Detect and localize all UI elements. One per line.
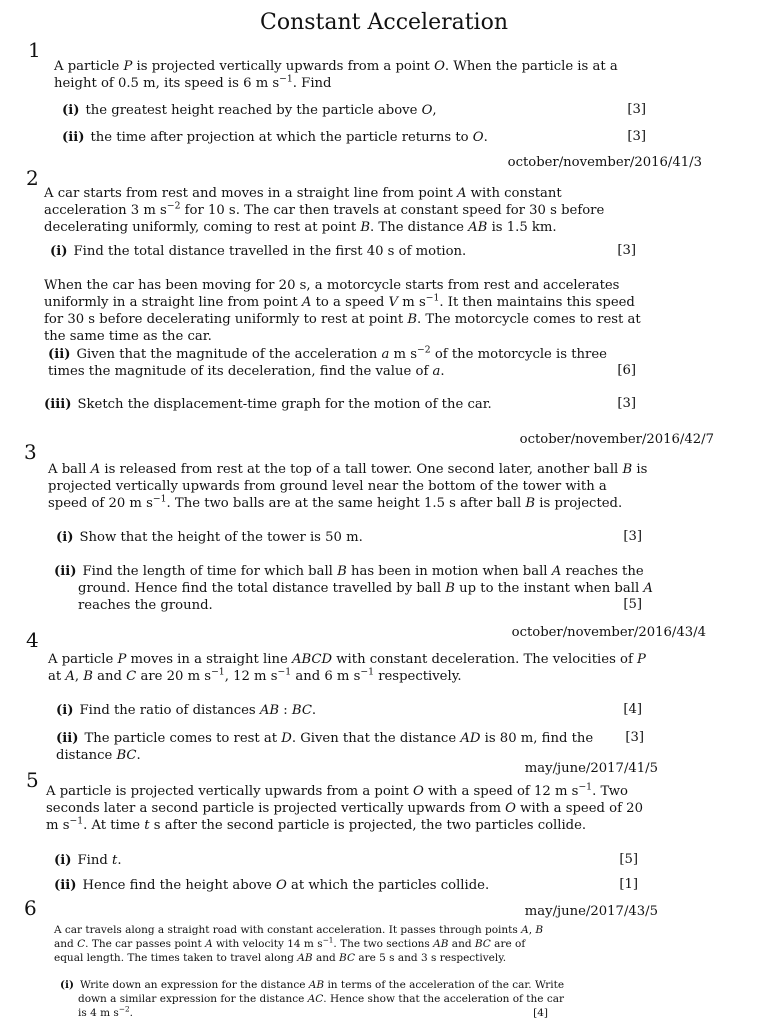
question-1-text: A particle P is projected vertically upwards from a point O. When the particle is at a height of 0.5 m, its speed is 6 m $s^{-1}$. Find — [54, 59, 618, 91]
question-1-number: 1 — [28, 38, 41, 62]
question-6-number: 6 — [24, 896, 37, 920]
question-5-part-ii: (ii) Hence find the height above O at which the particles collide. — [54, 878, 490, 893]
question-2-part-ii: (ii) Given that the magnitude of the acceleration a m $s^{-2}$ of the motorcycle is three times the magnitude of its deceleration, find the value of a. — [48, 344, 607, 379]
question-1-part-ii-mark: [3] — [627, 129, 646, 144]
question-3-part-ii: (ii) Find the length of time for which ball B has been in motion when ball A reaches the ground. Hence find the total distance travelled by ball B up to the instant when ball A reaches the ground. — [54, 564, 653, 613]
question-1-reference: october/november/2016/41/3 — [507, 155, 702, 170]
question-6-part-i-mark: [4] — [533, 1007, 548, 1019]
question-3-number: 3 — [24, 440, 37, 464]
question-5-number: 5 — [26, 768, 39, 792]
question-5-part-i-mark: [5] — [619, 852, 638, 867]
question-1-part-i-mark: [3] — [627, 102, 646, 117]
question-6-text: A car travels along a straight road with constant acceleration. It passes through points A, B and C. The car passes point A with velocity 14 m $s^{-1}$. The two sections AB and BC are of equal length. The times taken to travel along AB and BC are 5 s and 3 s respectively. — [54, 924, 544, 964]
question-2-part-ii-mark: [6] — [617, 363, 636, 378]
question-2-paragraph-1: A car starts from rest and moves in a straight line from point A with constant acceleration 3 m $s^{-2}$ for 10 s. The car then travels at constant speed for 30 s before decelerating uniformly, coming to rest at point B. The distance AB is 1.5 km. — [44, 186, 605, 235]
question-2-number: 2 — [26, 166, 39, 190]
question-2-part-i: (i) Find the total distance travelled in the first 40 s of motion. — [50, 244, 467, 259]
question-1-part-ii: (ii) the time after projection at which the particle returns to O. — [62, 130, 488, 145]
question-4-reference: may/june/2017/41/5 — [524, 761, 658, 776]
page-title: Constant Acceleration — [259, 10, 509, 35]
question-5-part-i: (i) Find t. — [54, 853, 122, 868]
question-5-text: A particle is projected vertically upwards from a point O with a speed of 12 m $s^{-1}$. Two seconds later a second particle is projected vertically upwards from O with a speed of 20 m $s^{-1}$. At time t s after the second particle is projected, the two particles collide. — [46, 781, 643, 833]
question-4-number: 4 — [26, 628, 39, 652]
question-5-part-ii-mark: [1] — [619, 877, 638, 892]
question-4-part-ii-mark: [3] — [625, 730, 644, 745]
question-2-part-iii: (iii) Sketch the displacement-time graph for the motion of the car. — [44, 397, 492, 412]
question-2-reference: october/november/2016/42/7 — [519, 432, 714, 447]
question-2-part-i-mark: [3] — [617, 243, 636, 258]
question-4-part-i: (i) Find the ratio of distances AB : BC. — [56, 703, 317, 718]
question-5-reference: may/june/2017/43/5 — [524, 904, 658, 919]
question-2-part-iii-mark: [3] — [617, 396, 636, 411]
question-3-part-ii-mark: [5] — [623, 597, 642, 612]
question-2-paragraph-2: When the car has been moving for 20 s, a motorcycle starts from rest and accelerates uniformly in a straight line from point A to a speed V m $s^{-1}$. It then maintains this speed for 30 s before decelerating uniformly to rest at point B. The motorcycle comes to rest at the same time as the car. — [44, 278, 641, 344]
question-3-text: A ball A is released from rest at the top of a tall tower. One second later, another ball B is projected vertically upwards from ground level near the bottom of the tower with a speed of 20 m $s^{-1}$. The two balls are at the same height 1.5 s after ball B is projected. — [48, 462, 648, 511]
question-3-part-i-mark: [3] — [623, 529, 642, 544]
question-3-reference: october/november/2016/43/4 — [511, 625, 706, 640]
question-3-part-i: (i) Show that the height of the tower is 50 m. — [56, 530, 363, 545]
question-6-part-i: (i) Write down an expression for the distance AB in terms of the acceleration of the car. Write down a similar expression for the distance AC. Hence show that the acceleration of the car is 4 m $s^{-2}$. — [60, 979, 565, 1019]
question-1-part-i: (i) the greatest height reached by the particle above O, — [62, 103, 437, 118]
question-4-part-i-mark: [4] — [623, 702, 642, 717]
question-4-text: A particle P moves in a straight line ABCD with constant deceleration. The velocities of P at A, B and C are 20 m $s^{-1}$, 12 m $s^{-1}$ and 6 m $s^{-1}$ respectively. — [48, 652, 646, 684]
question-4-part-ii: (ii) The particle comes to rest at D. Given that the distance AD is 80 m, find the distance BC. — [56, 731, 594, 763]
